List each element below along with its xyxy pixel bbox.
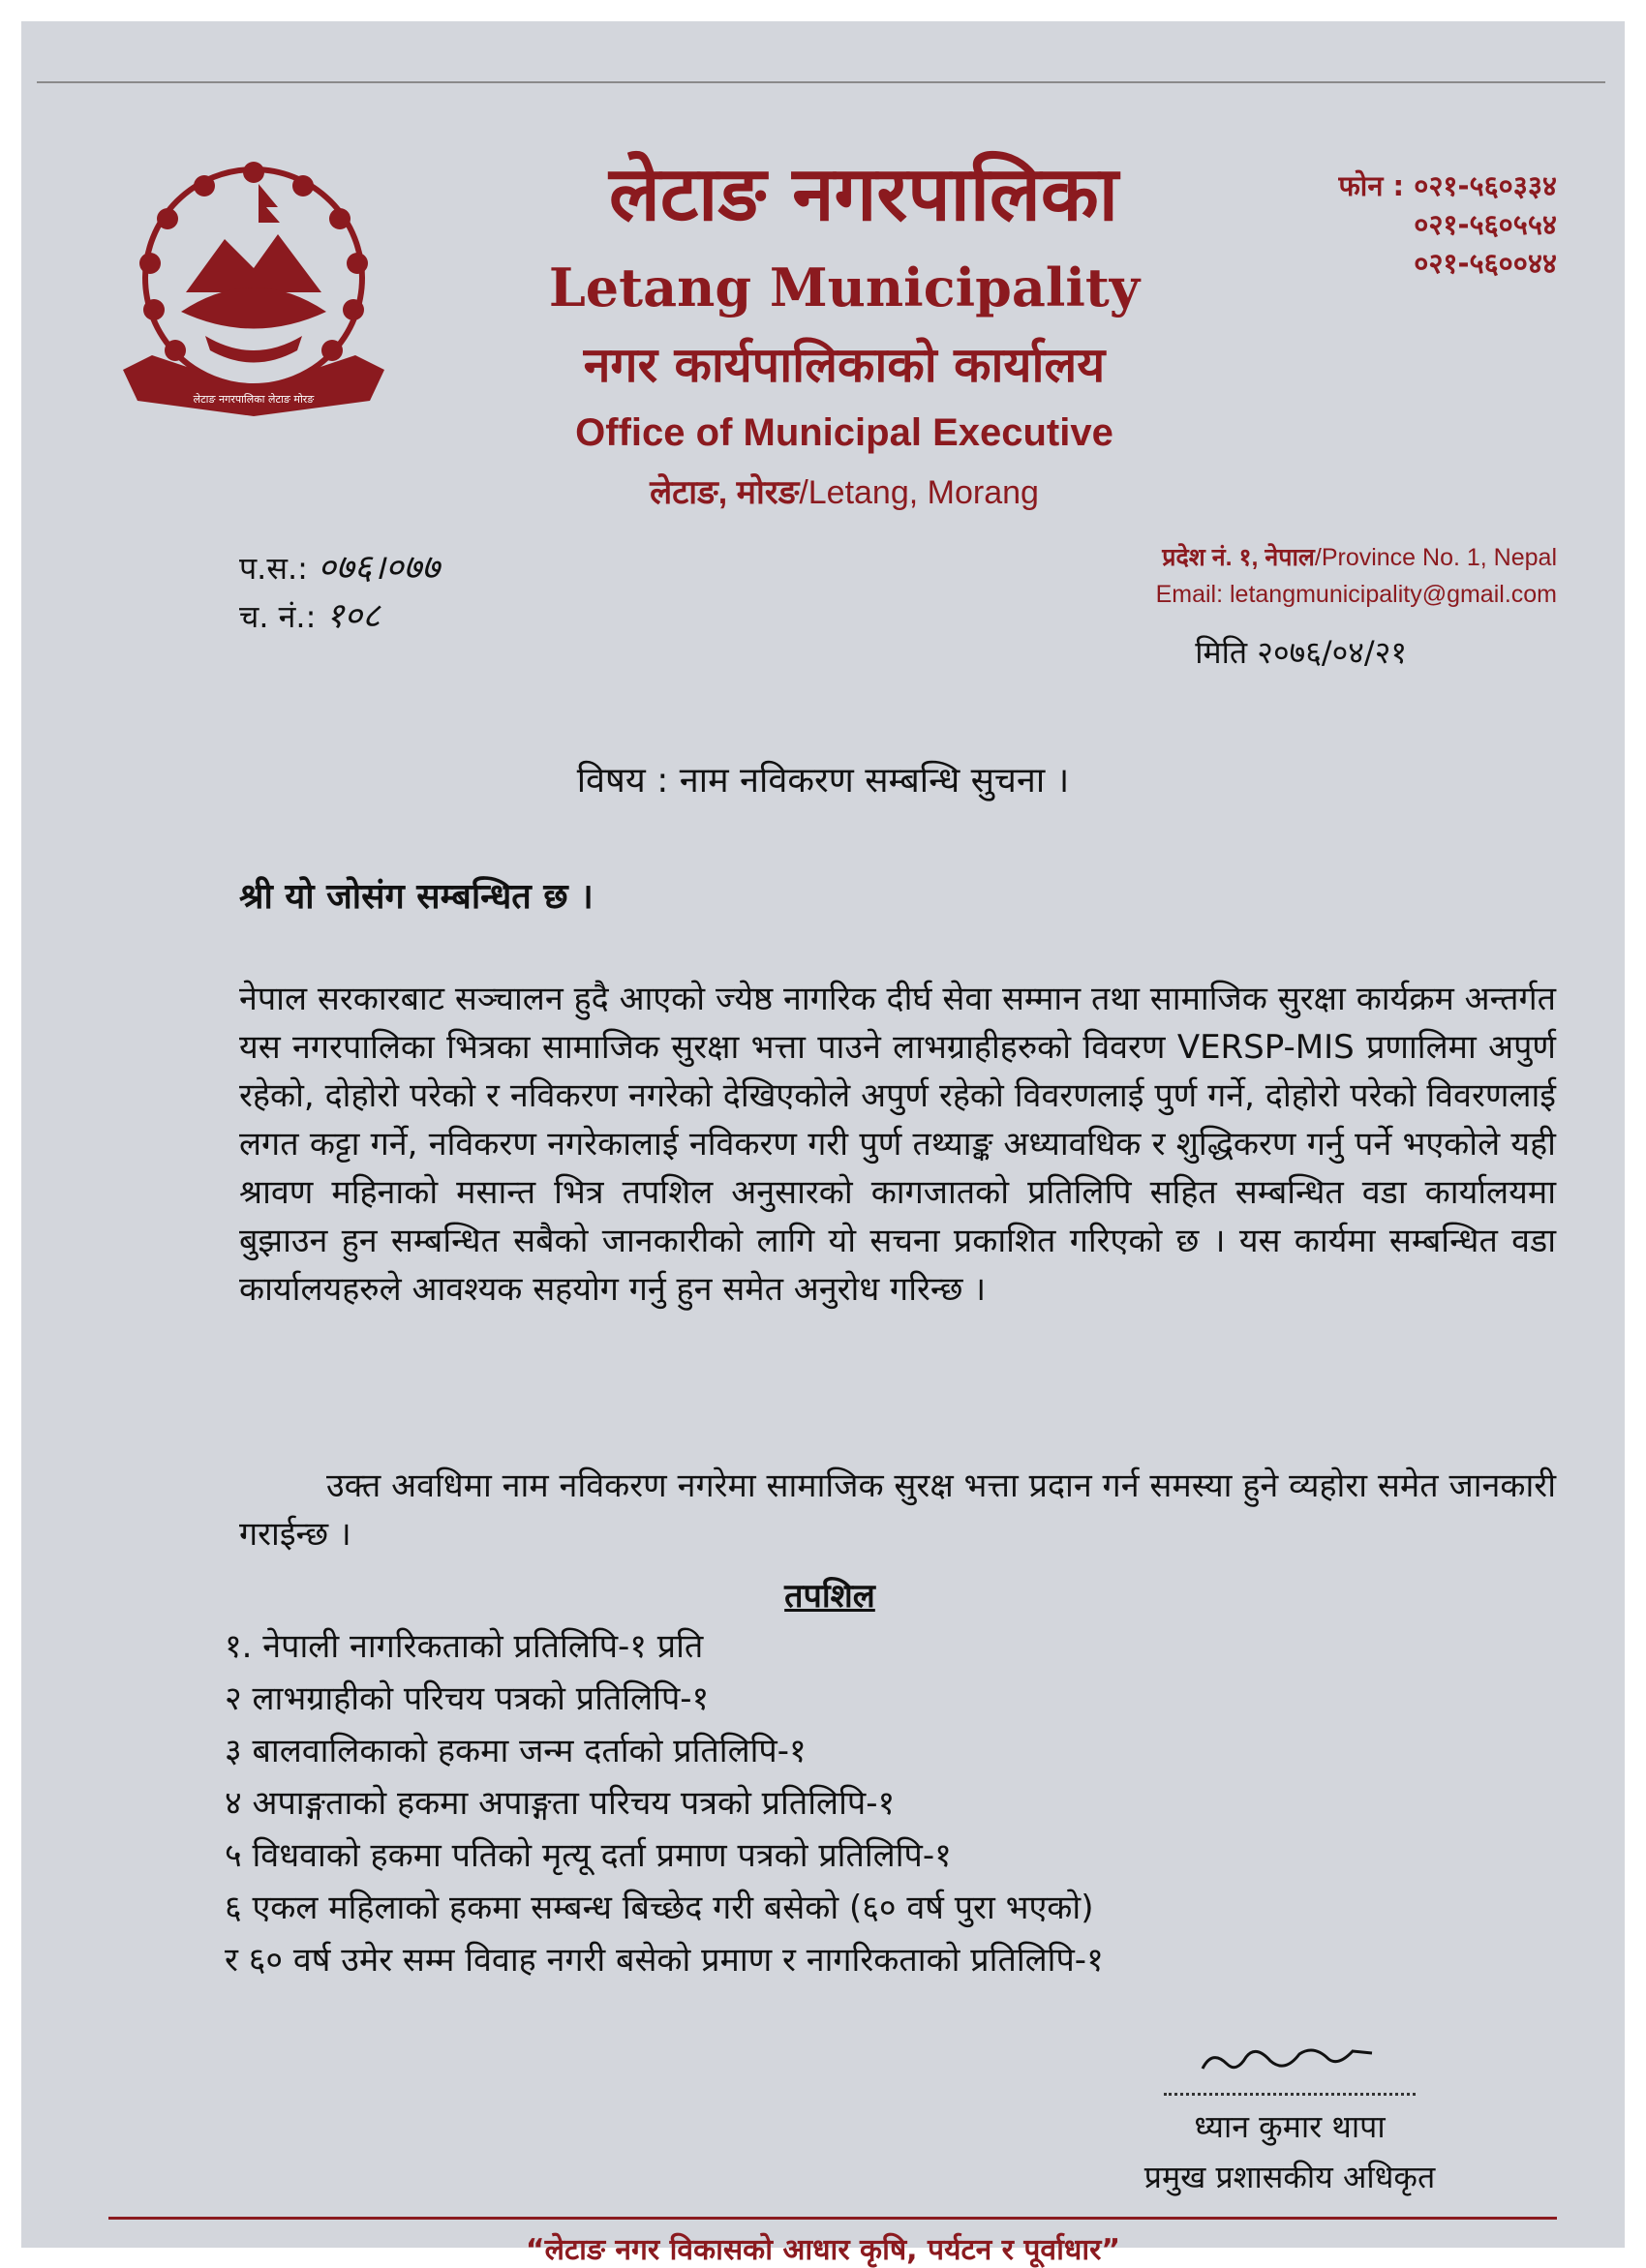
footer-motto: “लेटाङ नगर विकासको आधार कृषि, पर्यटन र पूर्वाधार” bbox=[525, 2233, 1121, 2267]
ps-value: ०७६।०७७ bbox=[318, 548, 441, 588]
signatory-title: प्रमुख प्रशासकीय अधिकृत bbox=[1143, 2159, 1436, 2195]
cn-line bbox=[239, 592, 440, 641]
cn-label: च. नं.: bbox=[239, 598, 317, 635]
letter-date: मिति २०७६/०४/२१ bbox=[1195, 634, 1407, 671]
province-line bbox=[1156, 539, 1557, 576]
office-name-np: नगर कार्यपालिकाको कार्यालय bbox=[583, 337, 1106, 393]
emblem-label: लेटाङ नगरपालिका लेटाङ मोरङ bbox=[193, 393, 315, 406]
cn-value: १०८ bbox=[325, 596, 381, 636]
list-item: १. नेपाली नागरिकताको प्रतिलिपि-१ प्रति bbox=[225, 1627, 704, 1666]
list-item: र ६० वर्ष उमेर सम्म विवाह नगरी बसेको प्रमाण र नागरिकताको प्रतिलिपि-१ bbox=[225, 1941, 1104, 1980]
tapashil-heading: तपशिल bbox=[784, 1577, 875, 1616]
phone-block bbox=[1338, 166, 1557, 283]
salutation: श्री यो जोसंग सम्बन्धित छ । bbox=[239, 877, 594, 917]
signature-scribble-icon bbox=[1193, 2040, 1387, 2078]
bottom-rule bbox=[108, 2217, 1557, 2220]
office-name-en: Office of Municipal Executive bbox=[575, 411, 1113, 454]
list-item: ४ अपाङ्गताको हकमा अपाङ्गता परिचय पत्रको प्रतिलिपि-१ bbox=[225, 1784, 896, 1823]
phone-number: ०२१-५६०५५४ bbox=[1414, 208, 1557, 241]
municipality-name-en: Letang Municipality bbox=[548, 257, 1141, 318]
phone-line-1 bbox=[1338, 166, 1557, 205]
phone-label: फोन : bbox=[1338, 169, 1405, 202]
body-paragraph-2-text: उक्त अवधिमा नाम नविकरण नगरेमा सामाजिक सुरक्ष भत्ता प्रदान गर्न समस्या हुने व्यहोरा समेत जानकारी गराईन्छ । bbox=[239, 1467, 1556, 1554]
list-item: ५ विधवाको हकमा पतिको मृत्यू दर्ता प्रमाण पत्रको प्रतिलिपि-१ bbox=[225, 1836, 952, 1875]
location-line bbox=[525, 476, 1164, 509]
ps-label: प.स.: bbox=[239, 550, 308, 587]
body-paragraph-2 bbox=[239, 1462, 1556, 1558]
reference-block bbox=[239, 544, 440, 641]
province-np: प्रदेश नं. १, नेपाल bbox=[1162, 544, 1315, 571]
ps-line bbox=[239, 544, 440, 592]
location-np: लेटाङ, मोरङ bbox=[650, 474, 800, 511]
signature-dotted-line bbox=[1164, 2093, 1416, 2096]
phone-number: ०२१-५६०३३४ bbox=[1414, 169, 1557, 202]
list-item: २ लाभग्राहीको परिचय पत्रको प्रतिलिपि-१ bbox=[225, 1679, 710, 1718]
signatory-name: ध्यान कुमार थापा bbox=[1194, 2108, 1386, 2145]
phone-number: ०२१-५६००४४ bbox=[1414, 247, 1557, 280]
tapashil-list bbox=[225, 1620, 1104, 1986]
municipality-name-np: लेटाङ नगरपालिका bbox=[608, 151, 1119, 238]
letter-sheet bbox=[21, 21, 1625, 2267]
location-en: /Letang, Morang bbox=[799, 474, 1039, 511]
letter-subject: विषय : नाम नविकरण सम्बन्धि सुचना । bbox=[576, 761, 1070, 801]
email-line: Email: letangmunicipality@gmail.com bbox=[1155, 581, 1557, 608]
province-en: /Province No. 1, Nepal bbox=[1314, 544, 1557, 571]
body-paragraph-1: नेपाल सरकारबाट सञ्चालन हुदै आएको ज्येष्ठ नागरिक दीर्घ सेवा सम्मान तथा सामाजिक सुरक्षा कार्यक्रम अन्तर्गत यस नगरपालिका भित्रका सामाजिक सुरक्षा भत्ता पाउने लाभग्राहीहरुको विवरण VERSP-MIS प्रणालिमा अपुर्ण रहेको, दोहोरो परेको र नविकरण नगरेको देखिएकोले अपुर्ण रहेको विवरणलाई पुर्ण गर्ने, दोहोरो परेको विवरणलाई लगत कट्टा गर्ने, नविकरण नगरेकालाई नविकरण गरी पुर्ण तथ्याङ्क अध्यावधिक र शुद्धिकरण गर्नु पर्ने भएकोले यही श्रावण महिनाको मसान्त भित्र तपशिल अनुसारको कागजातको प्रतिलिपि सहित सम्बन्धित वडा कार्यालयमा बुझाउन हुन सम्बन्धित सबैको जानकारीको लागि यो सचना प्रकाशित गरिएको छ । यस कार्यमा सम्बन्धित वडा कार्यालयहरुले आवश्यक सहयोग गर्नु हुन समेत अनुरोध गरिन्छ । bbox=[239, 980, 1556, 1309]
top-rule bbox=[37, 81, 1605, 83]
list-item: ३ बालवालिकाको हकमा जन्म दर्ताको प्रतिलिपि-१ bbox=[225, 1732, 807, 1770]
signature-block bbox=[1115, 2040, 1464, 2202]
contact-block bbox=[1156, 539, 1557, 613]
municipality-emblem-icon bbox=[113, 147, 394, 438]
list-item: ६ एकल महिलाको हकमा सम्बन्ध बिच्छेद गरी बसेको (६० वर्ष पुरा भएको) bbox=[225, 1889, 1094, 1927]
